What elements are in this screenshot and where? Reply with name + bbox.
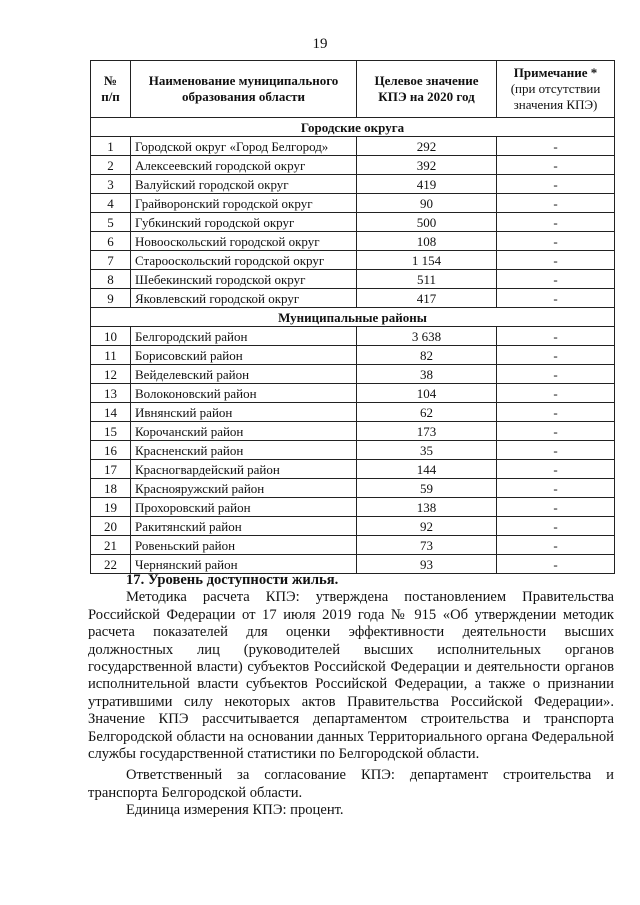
table-row: [91, 270, 615, 289]
row-note: -: [497, 346, 615, 365]
row-number: 9: [91, 289, 131, 308]
row-target-value: 419: [357, 175, 497, 194]
row-number: 13: [91, 384, 131, 403]
row-target-value: 82: [357, 346, 497, 365]
row-note: -: [497, 232, 615, 251]
row-number: 12: [91, 365, 131, 384]
row-name: Грайворонский городской округ: [131, 194, 357, 213]
row-name: Белгородский район: [131, 327, 357, 346]
row-name: Городской округ «Город Белгород»: [131, 137, 357, 156]
row-name: Валуйский городской округ: [131, 175, 357, 194]
row-note: -: [497, 498, 615, 517]
row-number: 8: [91, 270, 131, 289]
row-note: -: [497, 403, 615, 422]
table-row: [91, 403, 615, 422]
row-number: 17: [91, 460, 131, 479]
table-row: [91, 536, 615, 555]
row-number: 19: [91, 498, 131, 517]
section-title: Городские округа: [91, 118, 615, 137]
table-row: [91, 498, 615, 517]
row-name: Губкинский городской округ: [131, 213, 357, 232]
row-note: -: [497, 555, 615, 574]
row-name: Красненский район: [131, 441, 357, 460]
table-row: [91, 137, 615, 156]
table-row: [91, 517, 615, 536]
row-number: 2: [91, 156, 131, 175]
row-target-value: 108: [357, 232, 497, 251]
row-name: Яковлевский городской округ: [131, 289, 357, 308]
row-note: -: [497, 517, 615, 536]
row-target-value: 35: [357, 441, 497, 460]
header-note: [497, 61, 615, 118]
row-target-value: 62: [357, 403, 497, 422]
table-row: [91, 213, 615, 232]
row-number: 15: [91, 422, 131, 441]
row-note: -: [497, 460, 615, 479]
paragraph-responsible: Ответственный за согласование КПЭ: департамент строительства и транспорта Белгородской области.: [88, 767, 614, 801]
row-target-value: 138: [357, 498, 497, 517]
row-number: 14: [91, 403, 131, 422]
row-name: Борисовский район: [131, 346, 357, 365]
row-target-value: 93: [357, 555, 497, 574]
row-name: Краснояружский район: [131, 479, 357, 498]
row-target-value: 92: [357, 517, 497, 536]
section-title: Муниципальные районы: [91, 308, 615, 327]
row-name: Ивнянский район: [131, 403, 357, 422]
row-target-value: 392: [357, 156, 497, 175]
table-row: [91, 460, 615, 479]
row-name: Чернянский район: [131, 555, 357, 574]
row-number: 10: [91, 327, 131, 346]
paragraph-methodology: Методика расчета КПЭ: утверждена постановлением Правительства Российской Федерации от 17 июля 2019 года № 915 «Об утверждении методик расчета показателей для оценки эффективности деятельности высших должностных лиц (руководителей высших исполнительных органов государственной власти) субъектов Российской Федерации и деятельности органов исполнительной власти субъектов Российской Федерации, а также о признании утратившими силу некоторых актов Правительства Российской Федерации». Значение КПЭ рассчитывается департаментом строительства и транспорта Белгородской области на основании данных Территориального органа Федеральной службы государственной статистики по Белгородской области.: [88, 589, 614, 763]
table-row: [91, 175, 615, 194]
body-text: [88, 572, 614, 820]
row-note: -: [497, 137, 615, 156]
section-row: [91, 308, 615, 327]
table-row: [91, 346, 615, 365]
row-number: 3: [91, 175, 131, 194]
row-target-value: 38: [357, 365, 497, 384]
table-row: [91, 422, 615, 441]
row-target-value: 3 638: [357, 327, 497, 346]
section-heading: 17. Уровень доступности жилья.: [126, 572, 339, 588]
table-header-row: [91, 61, 615, 118]
row-target-value: 90: [357, 194, 497, 213]
row-target-value: 500: [357, 213, 497, 232]
row-note: -: [497, 479, 615, 498]
row-note: -: [497, 327, 615, 346]
row-target-value: 73: [357, 536, 497, 555]
row-name: Новооскольский городской округ: [131, 232, 357, 251]
row-number: 18: [91, 479, 131, 498]
row-target-value: 292: [357, 137, 497, 156]
row-number: 5: [91, 213, 131, 232]
row-name: Алексеевский городской округ: [131, 156, 357, 175]
table-row: [91, 232, 615, 251]
row-name: Волоконовский район: [131, 384, 357, 403]
table-row: [91, 441, 615, 460]
row-note: -: [497, 441, 615, 460]
row-note: -: [497, 270, 615, 289]
row-target-value: 417: [357, 289, 497, 308]
row-name: Прохоровский район: [131, 498, 357, 517]
row-note: -: [497, 365, 615, 384]
table-row: [91, 365, 615, 384]
row-name: Красногвардейский район: [131, 460, 357, 479]
row-number: 21: [91, 536, 131, 555]
header-name: Наименование муниципального образования области: [131, 61, 357, 118]
row-note: -: [497, 175, 615, 194]
kpe-table: [90, 60, 615, 574]
row-number: 16: [91, 441, 131, 460]
row-note: -: [497, 251, 615, 270]
row-name: Ракитянский район: [131, 517, 357, 536]
row-note: -: [497, 156, 615, 175]
row-target-value: 511: [357, 270, 497, 289]
row-target-value: 1 154: [357, 251, 497, 270]
table-row: [91, 194, 615, 213]
row-note: -: [497, 213, 615, 232]
table-row: [91, 251, 615, 270]
row-name: Корочанский район: [131, 422, 357, 441]
row-number: 7: [91, 251, 131, 270]
row-name: Шебекинский городской округ: [131, 270, 357, 289]
row-number: 1: [91, 137, 131, 156]
row-number: 22: [91, 555, 131, 574]
table-row: [91, 156, 615, 175]
row-name: Старооскольский городской округ: [131, 251, 357, 270]
row-number: 6: [91, 232, 131, 251]
row-number: 4: [91, 194, 131, 213]
paragraph-unit: Единица измерения КПЭ: процент.: [126, 802, 344, 819]
table-row: [91, 327, 615, 346]
row-note: -: [497, 536, 615, 555]
page-number: 19: [312, 36, 328, 52]
table-row: [91, 289, 615, 308]
row-note: -: [497, 384, 615, 403]
header-target: Целевое значение КПЭ на 2020 год: [357, 61, 497, 118]
row-name: Вейделевский район: [131, 365, 357, 384]
header-num: № п/п: [91, 61, 131, 118]
row-note: -: [497, 194, 615, 213]
row-target-value: 59: [357, 479, 497, 498]
table-row: [91, 384, 615, 403]
table-row: [91, 555, 615, 574]
row-target-value: 144: [357, 460, 497, 479]
row-note: -: [497, 422, 615, 441]
table-row: [91, 479, 615, 498]
row-number: 20: [91, 517, 131, 536]
section-row: [91, 118, 615, 137]
row-target-value: 173: [357, 422, 497, 441]
row-name: Ровеньский район: [131, 536, 357, 555]
row-number: 11: [91, 346, 131, 365]
row-target-value: 104: [357, 384, 497, 403]
header-note-sub: (при отсутствии значения КПЭ): [510, 81, 601, 112]
header-note-title: Примечание *: [513, 65, 598, 80]
row-note: -: [497, 289, 615, 308]
